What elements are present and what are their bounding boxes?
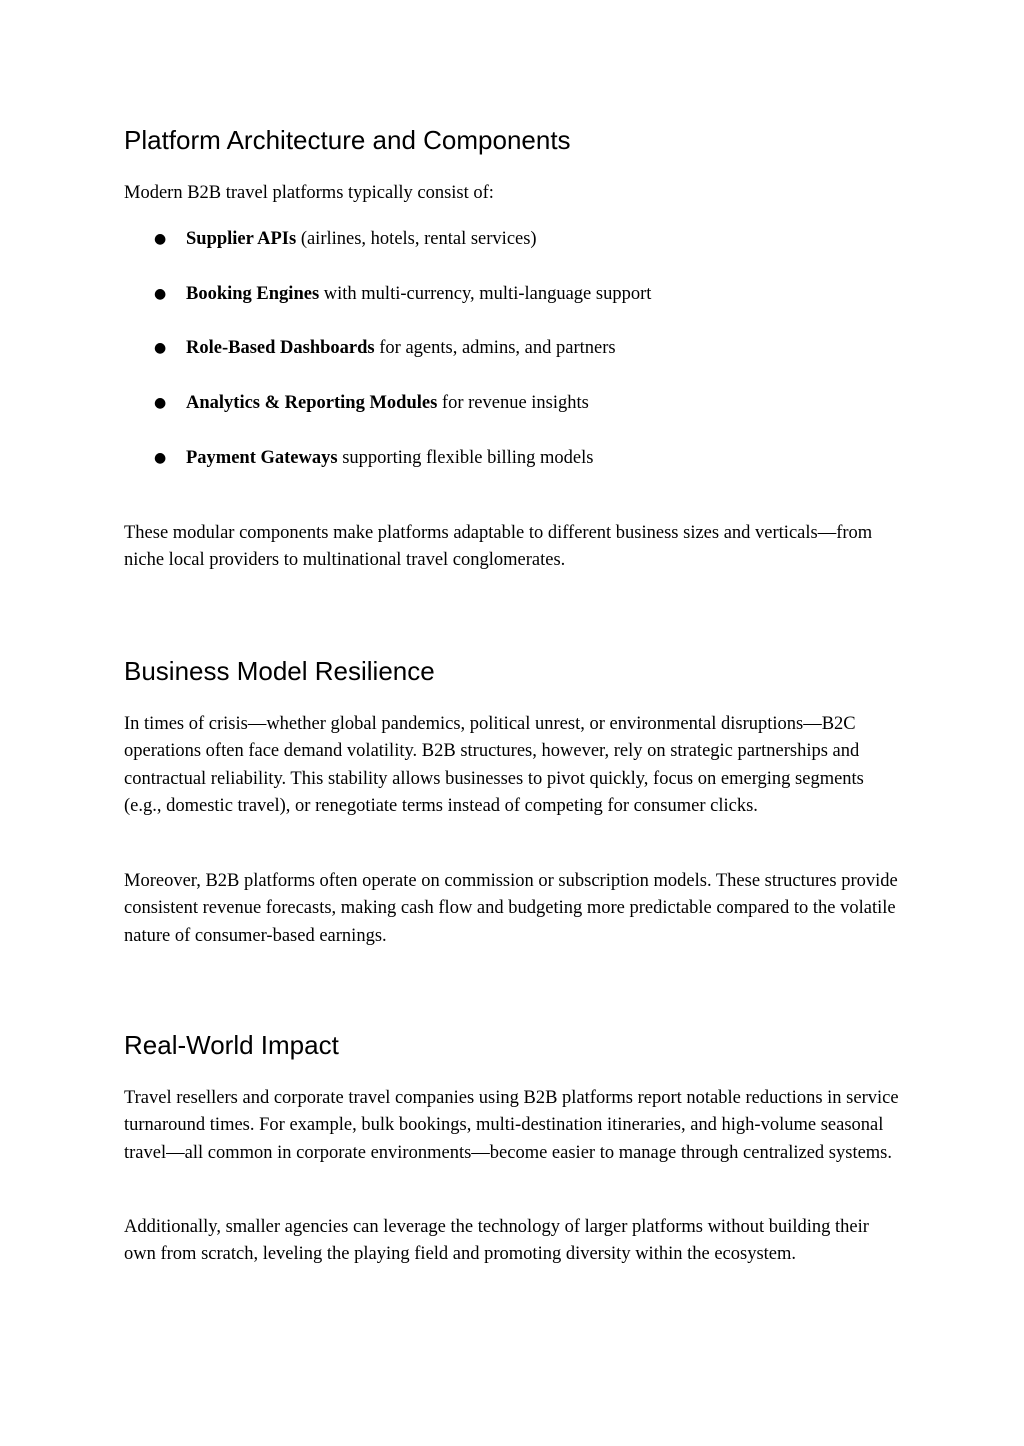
- list-item-term: Role-Based Dashboards: [186, 338, 375, 359]
- bullet-icon: ●: [154, 231, 167, 247]
- bullet-icon: ●: [154, 395, 167, 412]
- list-item-desc: for revenue insights: [437, 393, 589, 414]
- list-item-desc: supporting flexible billing models: [337, 447, 594, 468]
- bullet-icon: ●: [154, 285, 167, 302]
- list-item: [124, 281, 904, 308]
- architecture-intro: Modern B2B travel platforms typically consist of:: [124, 183, 494, 203]
- list-item-desc: (airlines, hotels, rental services): [296, 229, 537, 249]
- list-item: [124, 445, 904, 472]
- impact-paragraph-1: Travel resellers and corporate travel companies using B2B platforms report notable reductions in service turnaround times. For example, bulk bookings, multi-destination itineraries, and high-volume seasonal travel—all common in corporate environments—become easier to manage through centralized systems.: [124, 1088, 899, 1163]
- list-item-term: Analytics & Reporting Modules: [186, 393, 438, 414]
- list-item-term: Payment Gateways: [186, 447, 338, 468]
- list-item-term: Booking Engines: [186, 283, 320, 304]
- list-item: [124, 226, 904, 253]
- list-item: [124, 335, 904, 362]
- bullet-icon: ●: [154, 340, 167, 357]
- resilience-paragraph-2: Moreover, B2B platforms often operate on commission or subscription models. These structures provide consistent revenue forecasts, making cash flow and budgeting more predictable compared to the volatile nature of consumer-based earnings.: [124, 871, 898, 946]
- section-heading-resilience: Business Model Resilience: [124, 656, 435, 686]
- list-item-desc: for agents, admins, and partners: [374, 338, 616, 359]
- component-list: [124, 226, 904, 499]
- architecture-outro: These modular components make platforms adaptable to different business sizes and verticals—from niche local providers to multinational travel conglomerates.: [124, 523, 873, 571]
- list-item-term: Supplier APIs: [186, 229, 297, 249]
- list-item: [124, 390, 904, 417]
- list-item-desc: with multi-currency, multi-language support: [319, 283, 652, 304]
- resilience-paragraph-1: In times of crisis—whether global pandemics, political unrest, or environmental disruptions—B2C operations often face demand volatility. B2B structures, however, rely on strategic partnerships and contractual reliability. This stability allows businesses to pivot quickly, focus on emerging segments (e.g., domestic travel), or renegotiate terms instead of competing for consumer clicks.: [124, 714, 864, 816]
- section-heading-impact: Real-World Impact: [124, 1030, 339, 1060]
- impact-paragraph-2: Additionally, smaller agencies can leverage the technology of larger platforms without building their own from scratch, leveling the playing field and promoting diversity within the ecosystem.: [124, 1217, 869, 1265]
- section-heading-architecture: Platform Architecture and Components: [124, 125, 571, 155]
- bullet-icon: ●: [154, 449, 167, 466]
